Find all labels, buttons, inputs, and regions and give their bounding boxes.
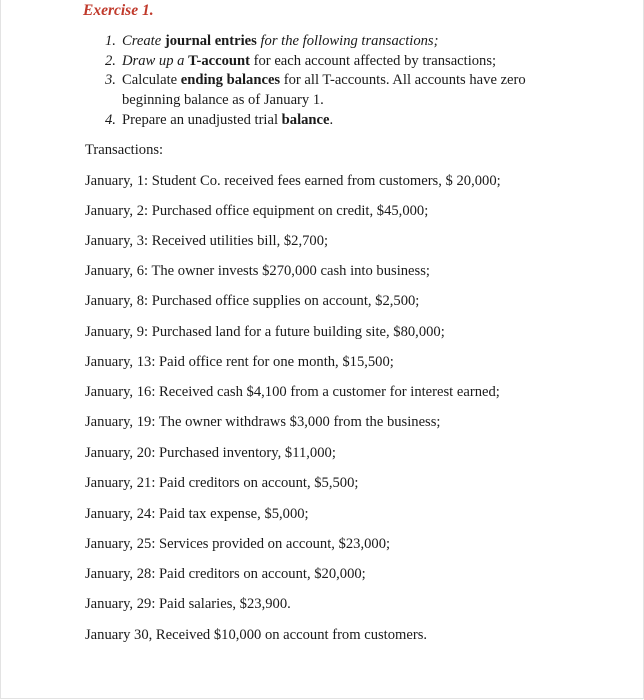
transaction-line: January, 29: Paid salaries, $23,900. <box>85 596 291 612</box>
instruction-text: for the following transactions; <box>256 33 439 49</box>
transaction-line: January, 19: The owner withdraws $3,000 from the business; <box>85 414 441 430</box>
instruction-item-3 <box>105 70 575 110</box>
transaction-line: January 30, Received $10,000 on account from customers. <box>85 627 428 643</box>
transaction-line: January, 2: Purchased office equipment on credit, $45,000; <box>85 203 429 219</box>
transaction-line: January, 20: Purchased inventory, $11,000; <box>85 445 336 461</box>
transaction-line: January, 9: Purchased land for a future building site, $80,000; <box>85 324 445 340</box>
instruction-number: 1. <box>105 33 116 49</box>
instruction-item-2 <box>105 51 575 71</box>
transaction-line: January, 21: Paid creditors on account, $5,500; <box>85 475 359 491</box>
instruction-text: Calculate <box>122 72 181 88</box>
instruction-text: . <box>329 112 334 128</box>
instruction-number: 2. <box>105 53 116 69</box>
instruction-text: for each account affected by transactions; <box>250 53 497 69</box>
transaction-line: January, 25: Services provided on account, $23,000; <box>85 536 391 552</box>
instruction-text: for all T-accounts. All accounts have zero beginning balance as of January 1. <box>122 72 526 108</box>
instruction-emphasis: T-account <box>188 53 250 69</box>
transaction-line: January, 24: Paid tax expense, $5,000; <box>85 506 309 522</box>
instruction-emphasis: journal entries <box>164 33 257 49</box>
transaction-line: January, 13: Paid office rent for one month, $15,500; <box>85 354 394 370</box>
transaction-line: January, 1: Student Co. received fees earned from customers, $ 20,000; <box>85 173 501 189</box>
instruction-text: Prepare an unadjusted trial <box>122 112 282 128</box>
transaction-line: January, 8: Purchased office supplies on account, $2,500; <box>85 293 420 309</box>
transaction-line: January, 6: The owner invests $270,000 cash into business; <box>85 263 430 279</box>
instruction-number: 4. <box>105 112 116 128</box>
instruction-number: 3. <box>105 72 116 88</box>
transaction-line: January, 28: Paid creditors on account, $20,000; <box>85 566 366 582</box>
transaction-line: January, 16: Received cash $4,100 from a customer for interest earned; <box>85 384 500 400</box>
instruction-text: Create <box>122 33 165 49</box>
instruction-item-4 <box>105 110 575 130</box>
transactions-heading: Transactions: <box>85 142 164 158</box>
transaction-line: January, 3: Received utilities bill, $2,700; <box>85 233 329 249</box>
instruction-emphasis: balance <box>281 112 330 128</box>
instruction-item-1 <box>105 31 575 51</box>
exercise-title: Exercise 1. <box>83 2 154 19</box>
instruction-text: Draw up a <box>122 53 189 69</box>
instruction-emphasis: ending balances <box>180 72 281 88</box>
